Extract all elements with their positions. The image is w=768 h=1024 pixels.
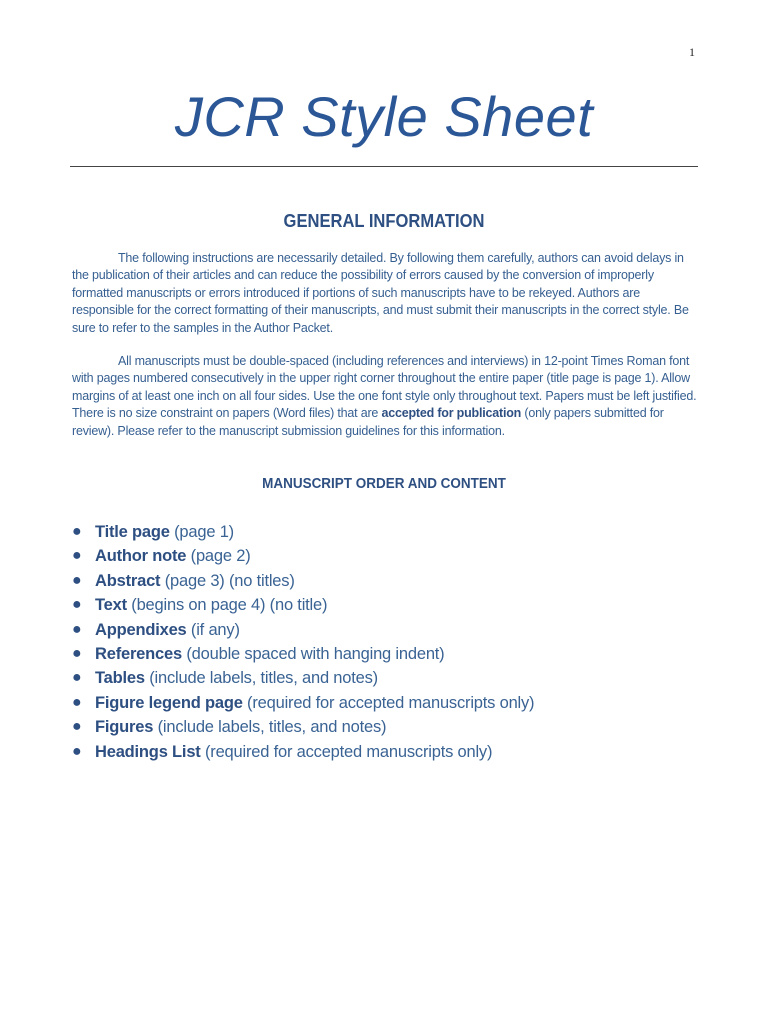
list-item-desc: (include labels, titles, and notes) xyxy=(144,669,378,688)
formatting-paragraph xyxy=(72,353,698,440)
list-item xyxy=(72,618,712,642)
formatting-paragraph-text: All manuscripts must be double-spaced (including references and interviews) in 12-point Times Roman font with pages numbered consecutively in the upper right corner throughout the entire paper (title page is page 1). Allow margins of at least one inch on all four sides. Use the one font style only throughout text. Papers must be left justified. There is no size constraint on papers (Word files) that are xyxy=(72,354,697,421)
list-item-term: Headings List xyxy=(95,742,201,761)
list-item-desc: (begins on page 4) (no title) xyxy=(126,596,328,615)
list-item xyxy=(72,544,712,568)
list-item-desc: (page 3) (no titles) xyxy=(160,571,295,590)
list-item-term: Tables xyxy=(95,669,145,688)
bullet-icon: ● xyxy=(72,645,82,663)
formatting-paragraph-emphasis: accepted for publication xyxy=(381,406,522,421)
bullet-icon: ● xyxy=(72,620,82,638)
intro-paragraph-text: The following instructions are necessarily detailed. By following them carefully, authors can avoid delays in the publication of their articles and can reduce the possibility of errors caused by the conversion of improperly formatted manuscripts or errors introduced if portions of such manuscripts have to be rekeyed. Authors are responsible for the correct formatting of their manuscripts, and must submit their manuscripts in the correct style. Be sure to refer to the samples in the Author Packet. xyxy=(72,251,689,335)
list-item xyxy=(72,740,712,764)
list-item-desc: (include labels, titles, and notes) xyxy=(153,718,387,737)
list-item-term: Title page xyxy=(95,523,170,541)
list-item-term: Text xyxy=(95,596,127,615)
list-item-term: Author note xyxy=(95,547,187,566)
bullet-icon: ● xyxy=(72,523,82,540)
list-item xyxy=(72,691,712,715)
list-item-desc: (required for accepted manuscripts only) xyxy=(200,742,493,761)
list-item-term: Figures xyxy=(95,718,154,737)
list-item-desc: (if any) xyxy=(186,620,240,639)
bullet-icon: ● xyxy=(72,693,82,711)
list-item xyxy=(72,715,712,739)
title-divider xyxy=(70,166,698,167)
manuscript-order-list xyxy=(72,520,712,764)
bullet-icon: ● xyxy=(72,596,82,614)
list-item-term: Abstract xyxy=(95,571,161,590)
list-item-desc: (required for accepted manuscripts only) xyxy=(242,693,535,712)
intro-paragraph xyxy=(72,250,698,337)
manuscript-order-heading: MANUSCRIPT ORDER AND CONTENT xyxy=(262,476,506,492)
bullet-icon: ● xyxy=(72,742,82,760)
page-number: 1 xyxy=(689,45,695,59)
list-item-term: Figure legend page xyxy=(95,693,243,712)
list-item-desc: (page 2) xyxy=(186,547,251,566)
list-item-desc: (double spaced with hanging indent) xyxy=(181,645,445,664)
list-item xyxy=(72,593,712,617)
list-item xyxy=(72,569,712,593)
list-item xyxy=(72,642,712,666)
document-title: JCR Style Sheet xyxy=(174,85,594,148)
bullet-icon: ● xyxy=(72,718,82,736)
bullet-icon: ● xyxy=(72,547,82,565)
list-item-term: References xyxy=(95,645,182,664)
list-item xyxy=(72,666,712,690)
bullet-icon: ● xyxy=(72,571,82,589)
general-information-heading: GENERAL INFORMATION xyxy=(283,211,485,231)
bullet-icon: ● xyxy=(72,669,82,687)
list-item xyxy=(72,520,712,544)
formatting-paragraph-tail: (only papers submitted for review). Please refer to the manuscript submission guidelines for this information. xyxy=(72,406,664,438)
list-item-desc: (page 1) xyxy=(169,523,234,541)
list-item-term: Appendixes xyxy=(95,620,187,639)
